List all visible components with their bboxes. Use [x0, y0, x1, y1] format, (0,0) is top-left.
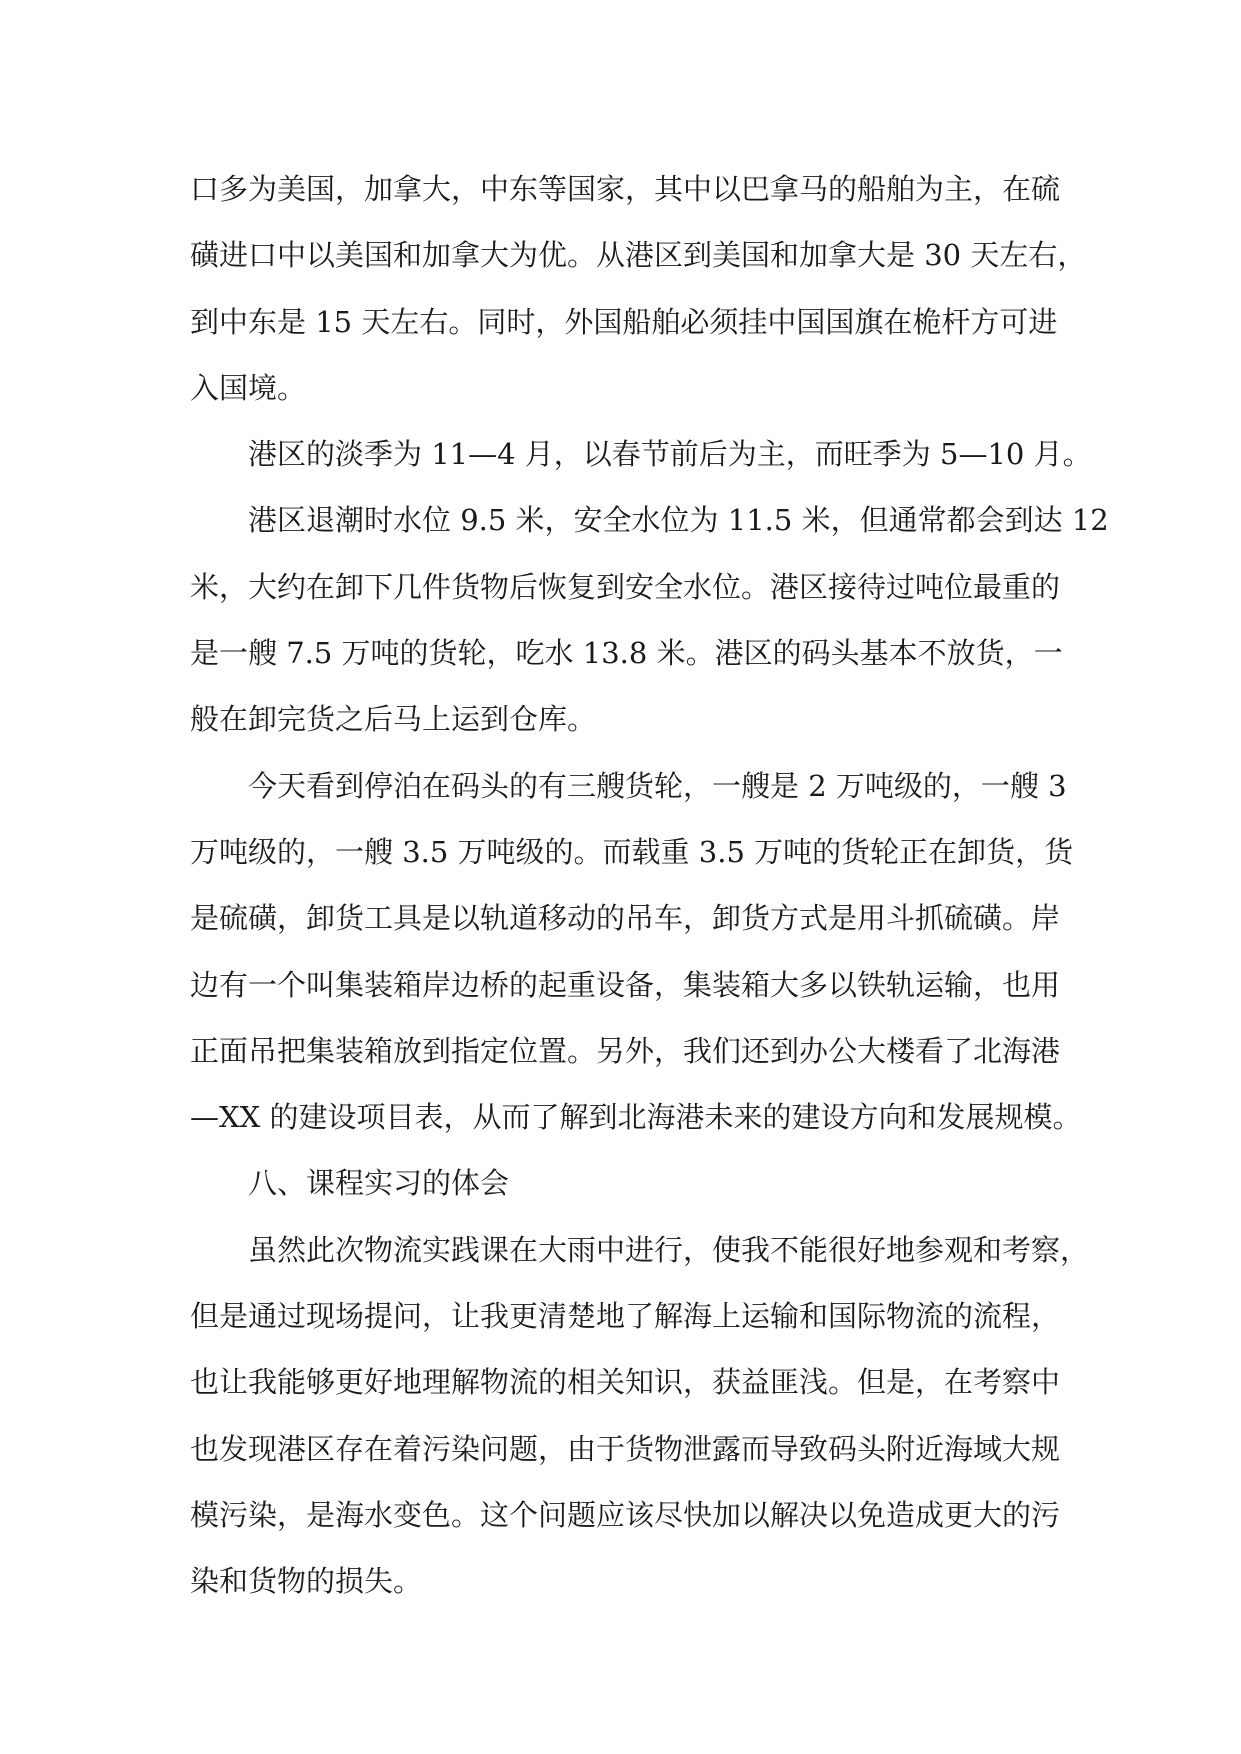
- section-heading: 八、课程实习的体会: [190, 1166, 510, 1201]
- text-line: 到中东是 15 天左右。同时，外国船舶必须挂中国国旗在桅杆方可进: [190, 304, 1058, 339]
- text-line: 边有一个叫集装箱岸边桥的起重设备，集装箱大多以铁轨运输，也用: [190, 967, 1061, 1002]
- text-line: 也让我能够更好地理解物流的相关知识，获益匪浅。但是，在考察中: [190, 1365, 1061, 1400]
- text-line: 今天看到停泊在码头的有三艘货轮，一艘是 2 万吨级的，一艘 3: [190, 768, 1067, 803]
- text-line: 港区的淡季为 11—4 月，以春节前后为主，而旺季为 5—10 月。: [190, 437, 1092, 472]
- text-line: 港区退潮时水位 9.5 米，安全水位为 11.5 米，但通常都会到达 12: [190, 503, 1109, 538]
- text-line: 正面吊把集装箱放到指定位置。另外，我们还到办公大楼看了北海港: [190, 1033, 1061, 1068]
- document-body: [190, 156, 1109, 1615]
- text-line: 虽然此次物流实践课在大雨中进行，使我不能很好地参观和考察，: [190, 1232, 1090, 1267]
- text-line: 是硫磺，卸货工具是以轨道移动的吊车，卸货方式是用斗抓硫磺。岸: [190, 901, 1061, 936]
- text-line: —XX 的建设项目表，从而了解到北海港未来的建设方向和发展规模。: [190, 1100, 1082, 1135]
- text-line: 是一艘 7.5 万吨的货轮，吃水 13.8 米。港区的码头基本不放货，一: [190, 636, 1063, 671]
- text-line: 但是通过现场提问，让我更清楚地了解海上运输和国际物流的流程，: [190, 1299, 1061, 1334]
- text-line: 磺进口中以美国和加拿大为优。从港区到美国和加拿大是 30 天左右，: [190, 238, 1087, 273]
- text-line: 般在卸完货之后马上运到仓库。: [190, 702, 597, 737]
- text-line: 口多为美国，加拿大，中东等国家，其中以巴拿马的船舶为主，在硫: [190, 172, 1061, 206]
- text-line: 染和货物的损失。: [190, 1564, 423, 1599]
- text-line: 入国境。: [190, 370, 307, 405]
- text-line: 万吨级的，一艘 3.5 万吨级的。而载重 3.5 万吨的货轮正在卸货，货: [190, 834, 1074, 869]
- text-line: 模污染，是海水变色。这个问题应该尽快加以解决以免造成更大的污: [190, 1497, 1061, 1532]
- text-line: 也发现港区存在着污染问题，由于货物泄露而导致码头附近海域大规: [190, 1431, 1061, 1466]
- text-line: 米，大约在卸下几件货物后恢复到安全水位。港区接待过吨位最重的: [190, 569, 1061, 604]
